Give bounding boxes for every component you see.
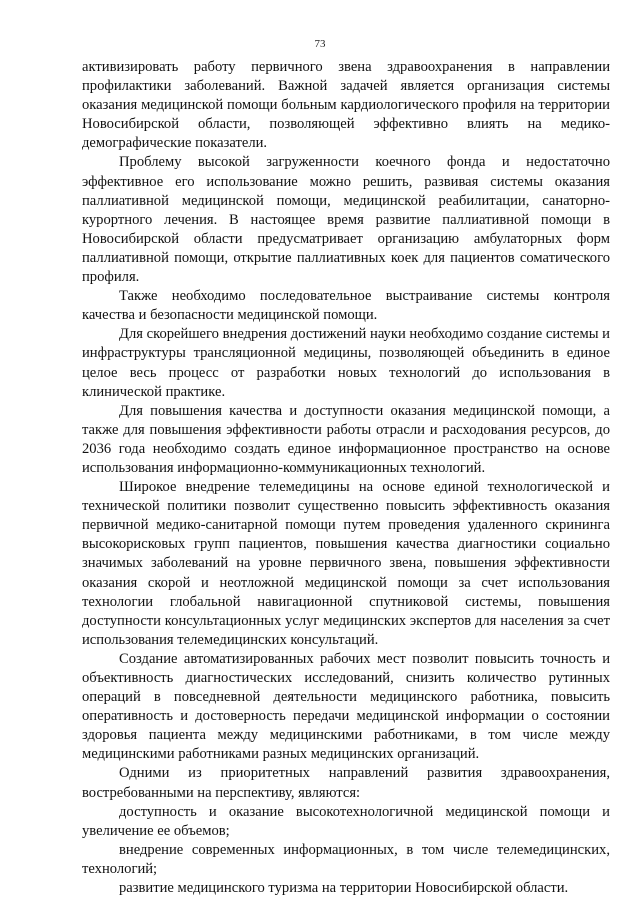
paragraph: Широкое внедрение телемедицины на основе единой технологической и технической политики позволит существенно повысить эффективность оказания первичной медико-санитарной помощи путем проведения удаленного скрининга высокорисковых групп пациентов, повышения качества диагностики социально значимых заболеваний на уровне первичного звена, повышения эффективности оказания скорой и неотложной медицинской помощи за счет использования технологии глобальной навигационной спутниковой системы, повышения доступности консультационных услуг медицинских экспертов для населения за счет использования телемедицинских консультаций. [82, 479, 610, 648]
paragraph: Для скорейшего внедрения достижений науки необходимо создание системы и инфраструктуры трансляционной медицины, позволяющей объединить в единое целое весь процесс от разработки новых технологий до использования в клинической практике. [82, 326, 610, 400]
list-item: доступность и оказание высокотехнологичной медицинской помощи и увеличение ее объемов; [82, 803, 610, 839]
paragraph: Также необходимо последовательное выстраивание системы контроля качества и безопасности медицинской помощи. [82, 288, 610, 324]
paragraph: Проблему высокой загруженности коечного фонда и недостаточно эффективное его использование можно решить, развивая системы оказания паллиативной медицинской помощи, медицинской реабилитации, санаторно-курортного лечения. В настоящее время развитие паллиативной помощи в Новосибирской области предусматривает организацию амбулаторных форм паллиативной помощи, открытие паллиативных коек для пациентов соматического профиля. [82, 154, 610, 286]
paragraph: Одними из приоритетных направлений развития здравоохранения, востребованными на перспективу, являются: [82, 765, 610, 801]
list-item: внедрение современных информационных, в том числе телемедицинских, технологий; [82, 841, 610, 877]
page-body [82, 58, 610, 898]
page-number: 73 [314, 38, 326, 50]
paragraph: Для повышения качества и доступности оказания медицинской помощи, а также для повышения эффективности работы отрасли и расходования ресурсов, до 2036 года необходимо создать единое информационное пространство на основе использования информационно-коммуникационных технологий. [82, 402, 610, 476]
paragraph: Создание автоматизированных рабочих мест позволит повысить точность и объективность диагностических исследований, снизить количество рутинных операций в повседневной деятельности медицинского работника, повысить оперативность и достоверность передачи медицинской информации о состоянии здоровья пациента между медицинскими работниками, в том числе между медицинскими работниками разных медицинских организаций. [82, 650, 610, 763]
paragraph-continuation: активизировать работу первичного звена здравоохранения в направлении профилактики заболеваний. Важной задачей является организация системы оказания медицинской помощи больным кардиологического профиля на территории Новосибирской области, позволяющей эффективно влиять на медико-демографические показатели. [82, 59, 610, 152]
list-item: развитие медицинского туризма на территории Новосибирской области. [119, 880, 569, 897]
